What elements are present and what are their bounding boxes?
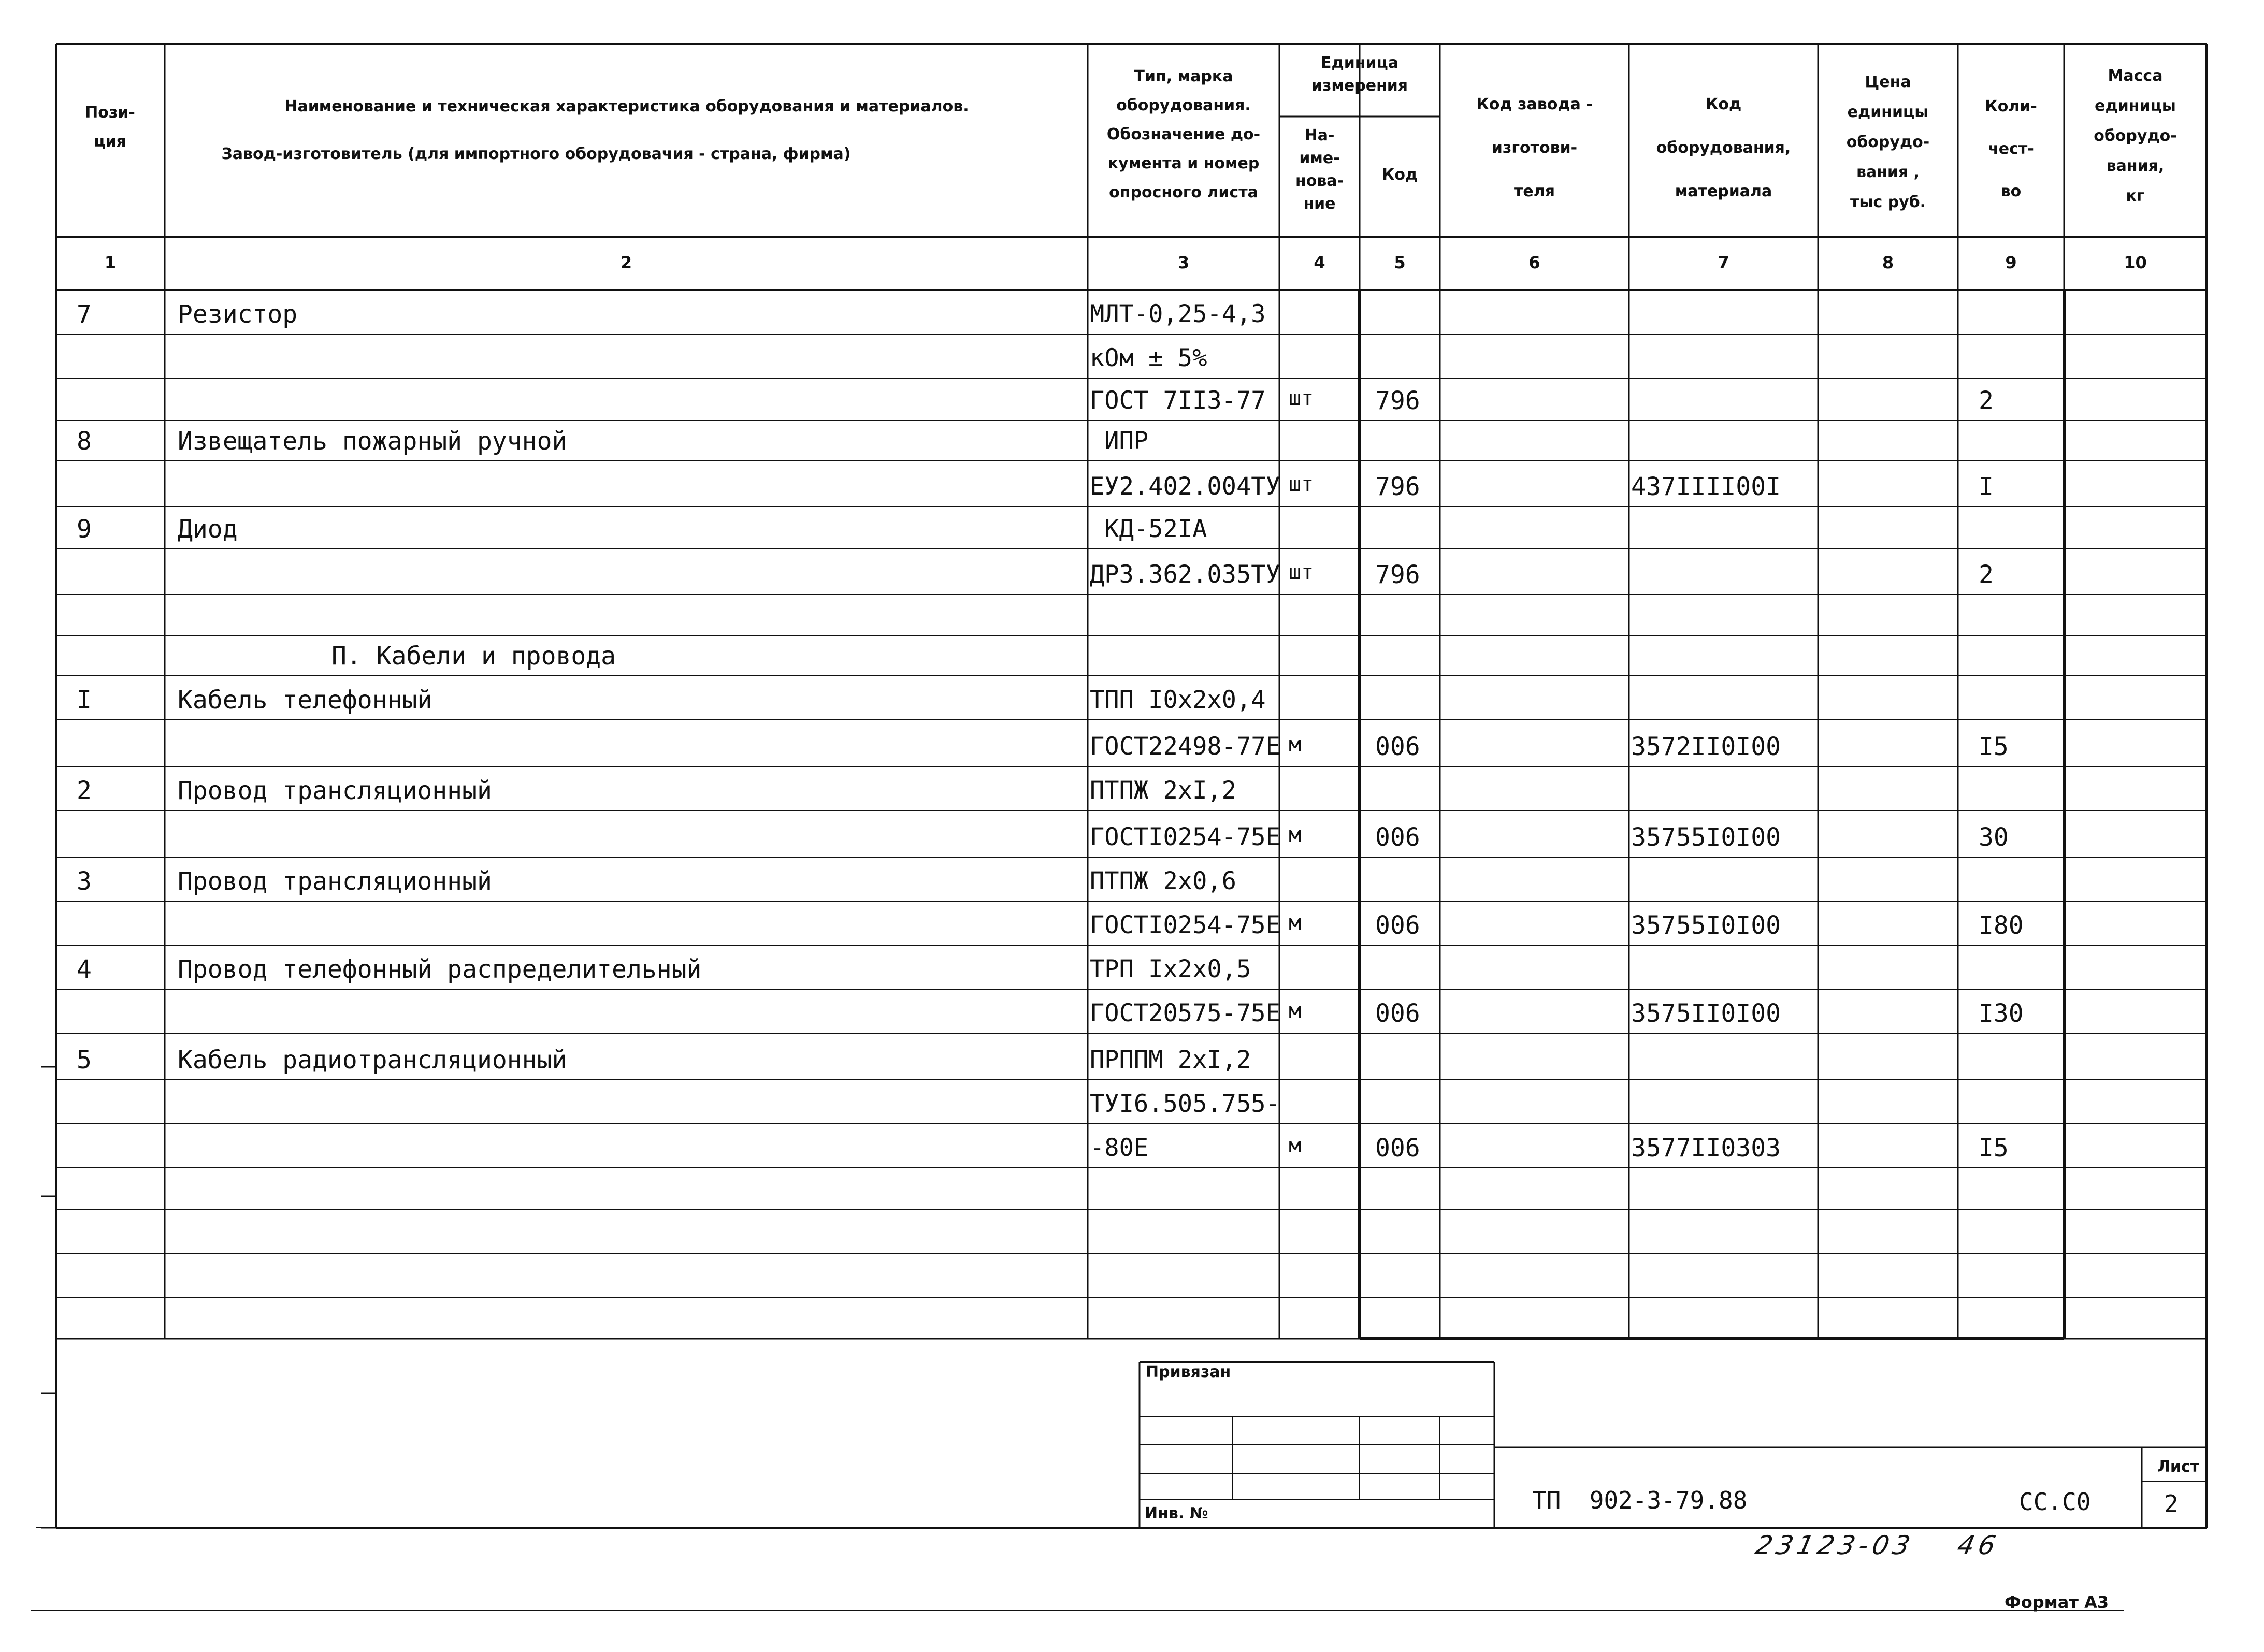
cell-equipment-code: 437IIII00I [1631, 472, 1781, 501]
cell-equipment-code: 35755I0I00 [1631, 911, 1781, 940]
cell-name: Кабель радиотрансляционный [178, 1046, 567, 1075]
cell-position: 3 [77, 867, 92, 896]
cell-type: ГОСТ 7II3-77 [1090, 386, 1266, 415]
cell-unit-code: 796 [1375, 472, 1420, 501]
cell-name: Резистор [178, 300, 298, 329]
cell-unit-name: шт [1289, 472, 1314, 496]
cell-quantity: 30 [1979, 823, 2009, 852]
cell-type: ГОСТ22498-77Е [1090, 732, 1280, 761]
cell-unit-code: 796 [1375, 386, 1420, 415]
format-label: Формат А3 [2005, 1592, 2109, 1612]
cell-unit-code: 006 [1375, 823, 1420, 852]
column-number-4: 4 [1314, 253, 1325, 272]
cell-unit-code: 006 [1375, 732, 1420, 761]
handwritten-number: 23123-03 [1752, 1530, 1917, 1560]
column-number-8: 8 [1882, 253, 1894, 272]
cell-unit-name: шт [1289, 386, 1314, 410]
cell-equipment-code: 35755I0I00 [1631, 823, 1781, 852]
cell-type: ГОСТ20575-75Е [1090, 999, 1280, 1027]
header-unit-group: Единица измерения [1311, 54, 1408, 95]
cell-type: ПТПЖ 2х0,6 [1090, 867, 1236, 895]
cell-type: ТУI6.505.755- [1090, 1090, 1280, 1118]
header-quantity: Коли- чест- во [1985, 97, 2037, 200]
cell-equipment-code: 3575II0I00 [1631, 999, 1781, 1028]
cell-type: ТРП Iх2х0,5 [1090, 955, 1251, 983]
stamp-document-code: ТП 902-3-79.88 [1532, 1486, 1748, 1514]
cell-type: МЛТ-0,25-4,3 [1090, 300, 1266, 328]
stamp-inv-number: Инв. № [1145, 1504, 1208, 1523]
cell-name: Провод телефонный распределительный [178, 955, 702, 984]
cell-type: КД-52IА [1090, 515, 1207, 543]
cell-name: Провод трансляционный [178, 776, 492, 805]
column-number-10: 10 [2124, 253, 2147, 272]
cell-position: 5 [77, 1046, 92, 1075]
header-equipment-code: Код оборудования, материала [1656, 95, 1791, 200]
cell-position: 4 [77, 955, 92, 984]
cell-quantity: 2 [1979, 386, 1994, 415]
cell-type: кОм ± 5% [1090, 344, 1207, 372]
cell-type: ПРППМ 2хI,2 [1090, 1046, 1251, 1074]
column-number-1: 1 [104, 253, 117, 272]
column-number-9: 9 [2005, 253, 2017, 272]
cell-quantity: I5 [1979, 732, 2009, 761]
cell-unit-name: м [1289, 732, 1302, 756]
cell-type: ПТПЖ 2хI,2 [1090, 776, 1236, 805]
cell-unit-code: 006 [1375, 1134, 1420, 1163]
cell-position: I [77, 686, 92, 715]
header-price: Цена единицы оборудо- вания , тыс руб. [1846, 73, 1930, 211]
cell-unit-name: шт [1289, 560, 1314, 584]
column-number-5: 5 [1394, 253, 1406, 272]
cell-type: ДР3.362.035ТУ [1090, 560, 1280, 589]
cell-unit-name: м [1289, 1134, 1302, 1157]
cell-type: ТПП I0х2х0,4 [1090, 686, 1266, 714]
cell-quantity: I5 [1979, 1134, 2009, 1163]
stamp-sheet-code: СС.С0 [2019, 1488, 2091, 1516]
column-number-3: 3 [1177, 253, 1190, 272]
header-name-line2: Завод-изготовитель (для импортного оборудовачия - страна, фирма) [221, 145, 851, 163]
cell-unit-code: 006 [1375, 999, 1420, 1028]
cell-type: -80Е [1090, 1134, 1149, 1162]
cell-position: 9 [77, 515, 92, 544]
cell-name: Провод трансляционный [178, 867, 492, 896]
header-mass: Масса единицы оборудо- вания, кг [2094, 67, 2177, 205]
column-number-2: 2 [620, 253, 632, 272]
header-plant-code: Код завода - изготови- теля [1476, 95, 1593, 200]
header-position: Пози- ция [85, 104, 135, 151]
header-name-line1: Наименование и техническая характеристика оборудования и материалов. [284, 97, 969, 115]
cell-unit-code: 006 [1375, 911, 1420, 940]
cell-quantity: 2 [1979, 560, 1994, 589]
header-unit-code: Код [1381, 166, 1418, 184]
cell-unit-name: м [1289, 911, 1302, 935]
cell-position: 8 [77, 427, 92, 456]
header-type: Тип, марка оборудования. Обозначение до- кумента и номер опросного листа [1106, 67, 1261, 201]
column-number-7: 7 [1718, 253, 1729, 272]
cell-position: 2 [77, 776, 92, 805]
column-number-6: 6 [1528, 253, 1540, 272]
cell-unit-code: 796 [1375, 560, 1420, 589]
cell-name: Диод [178, 515, 238, 544]
cell-quantity: I80 [1979, 911, 2024, 940]
cell-type: ЕУ2.402.004ТУ [1090, 472, 1280, 501]
cell-type: ГОСТI0254-75Е [1090, 911, 1280, 939]
cell-quantity: I [1979, 472, 1994, 501]
cell-quantity: I30 [1979, 999, 2024, 1028]
cell-name: Кабель телефонный [178, 686, 432, 715]
header-unit-name: На- име- нова- ние [1295, 126, 1344, 213]
stamp-sheet-number: 2 [2164, 1490, 2179, 1518]
stamp-privyazan: Привязан [1146, 1363, 1231, 1381]
cell-position: 7 [77, 300, 92, 329]
cell-type: ИПР [1090, 427, 1149, 455]
cell-equipment-code: 3572II0I00 [1631, 732, 1781, 761]
cell-unit-name: м [1289, 999, 1302, 1023]
cell-unit-name: м [1289, 823, 1302, 847]
cell-type: ГОСТI0254-75Е [1090, 823, 1280, 851]
handwritten-page: 46 [1954, 1530, 2002, 1560]
stamp-sheet-label: Лист [2157, 1458, 2200, 1476]
cell-equipment-code: 3577II0303 [1631, 1134, 1781, 1163]
cell-name: Извещатель пожарный ручной [178, 427, 567, 456]
cell-name: П. Кабели и провода [331, 642, 616, 671]
